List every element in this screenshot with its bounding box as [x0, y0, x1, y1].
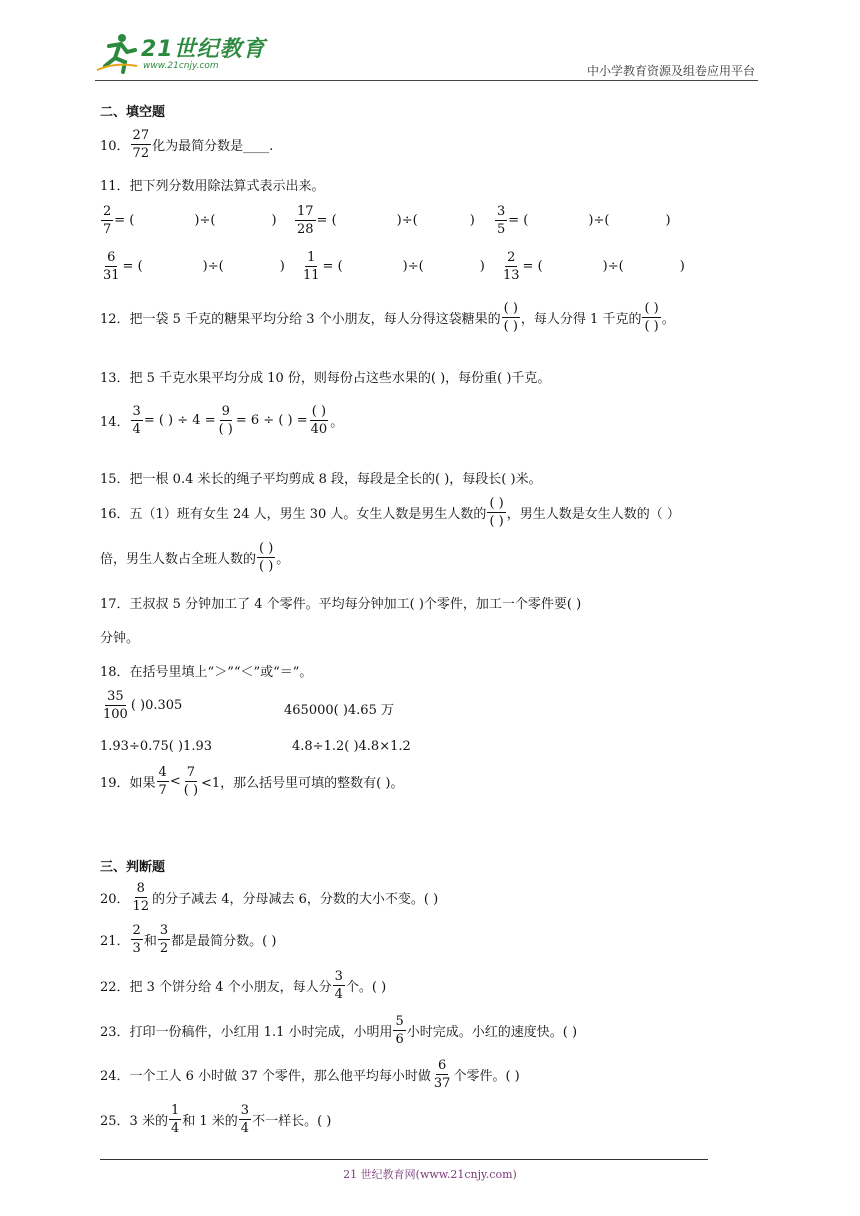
question-20: 20． $\frac{8}{12}$ 的分子减去 4，分母减去 6，分数的大小不变。( ) — [100, 881, 439, 914]
question-17-line-2: 分钟。 — [100, 631, 140, 646]
section-title-fill: 二、填空题 — [100, 105, 166, 120]
question-14: 14． $\frac{3}{4}$ = ( ) ÷ 4 = $\frac{9}{( )}$ = 6 ÷ ( ) = $\frac{( )}{40}$ 。 — [100, 404, 344, 437]
question-21: 21． $\frac{2}{3}$ 和 $\frac{3}{2}$ 都是最简分数。( ) — [100, 923, 277, 956]
header-divider — [95, 80, 758, 81]
q18-row-2b: 4.8÷1.2( )4.8×1.2 — [292, 739, 411, 754]
question-15: 15．把一根 0.4 米长的绳子平均剪成 8 段，每段是全长的( )，每段长( )米。 — [100, 472, 542, 487]
q11-item-6: $\frac{2}{13}$ = ( )÷( ) — [503, 250, 685, 283]
question-24: 24．一个工人 6 小时做 37 个零件，那么他平均每小时做 $\frac{6}{37}$ 个零件。( ) — [100, 1058, 520, 1091]
question-17-line-1: 17．王叔叔 5 分钟加工了 4 个零件。平均每分钟加工( )个零件，加工一个零件要( ) — [100, 597, 582, 612]
fraction: $\frac{27}{72}$ — [132, 128, 150, 161]
runner-icon — [95, 32, 139, 74]
question-18: 18．在括号里填上“＞”“＜”或“＝”。 — [100, 665, 313, 680]
q18-row-2a: 1.93÷0.75( )1.93 — [100, 739, 213, 754]
footer-link[interactable]: 21 世纪教育网(www.21cnjy.com) — [343, 1168, 517, 1181]
q11-item-3: $\frac{3}{5}$ = ( )÷( ) — [497, 204, 671, 237]
logo-url: www.21cnjy.com — [143, 61, 219, 71]
question-23: 23．打印一份稿件，小红用 1.1 小时完成，小明用 $\frac{5}{6}$ 小时完成。小红的速度快。( ) — [100, 1014, 578, 1047]
q18-row-1b: 465000( )4.65 万 — [284, 703, 394, 718]
question-12: 12．把一袋 5 千克的糖果平均分给 3 个小朋友，每人分得这袋糖果的 $\frac{( )}{( )}$ ，每人分得 1 千克的 $\frac{( )}{( )}$ 。 — [100, 301, 675, 334]
q11-item-1: $\frac{2}{7}$ = ( )÷( ) — [103, 204, 277, 237]
question-16-line-2: 倍，男生人数占全班人数的 $\frac{( )}{( )}$ 。 — [100, 541, 290, 574]
q11-item-4: $\frac{6}{31}$ = ( )÷( ) — [103, 250, 285, 283]
logo-text: 21世纪教育 — [141, 37, 266, 62]
question-19: 19．如果 $\frac{4}{7}$ < $\frac{7}{( )}$ <1，那么括号里可填的整数有( )。 — [100, 765, 404, 798]
q18-row-1a: $\frac{35}{100}$ ( )0.305 — [103, 689, 183, 722]
question-13: 13．把 5 千克水果平均分成 10 份，则每份占这些水果的( )，每份重( )千克。 — [100, 371, 551, 386]
logo — [95, 30, 266, 78]
footer-divider — [100, 1159, 708, 1160]
question-25: 25．3 米的 $\frac{1}{4}$ 和 1 米的 $\frac{3}{4}$ 不一样长。( ) — [100, 1103, 332, 1136]
q11-item-2: $\frac{17}{28}$ = ( )÷( ) — [297, 204, 475, 237]
question-text: 化为最简分数是____. — [152, 139, 274, 154]
header-slogan: 中小学教育资源及组卷应用平台 — [586, 64, 755, 78]
question-10 — [100, 129, 273, 160]
question-11: 11．把下列分数用除法算式表示出来。 — [100, 179, 325, 194]
q11-item-5: $\frac{1}{11}$ = ( )÷( ) — [303, 250, 485, 283]
question-22: 22．把 3 个饼分给 4 个小朋友，每人分 $\frac{3}{4}$ 个。( ) — [100, 969, 387, 1002]
section-title-judge: 三、判断题 — [100, 860, 166, 875]
question-16-line-1: 16．五（1）班有女生 24 人，男生 30 人。女生人数是男生人数的 $\frac{( )}{( )}$ ，男生人数是女生人数的（ ） — [100, 496, 680, 529]
question-number: 10． — [100, 139, 130, 154]
